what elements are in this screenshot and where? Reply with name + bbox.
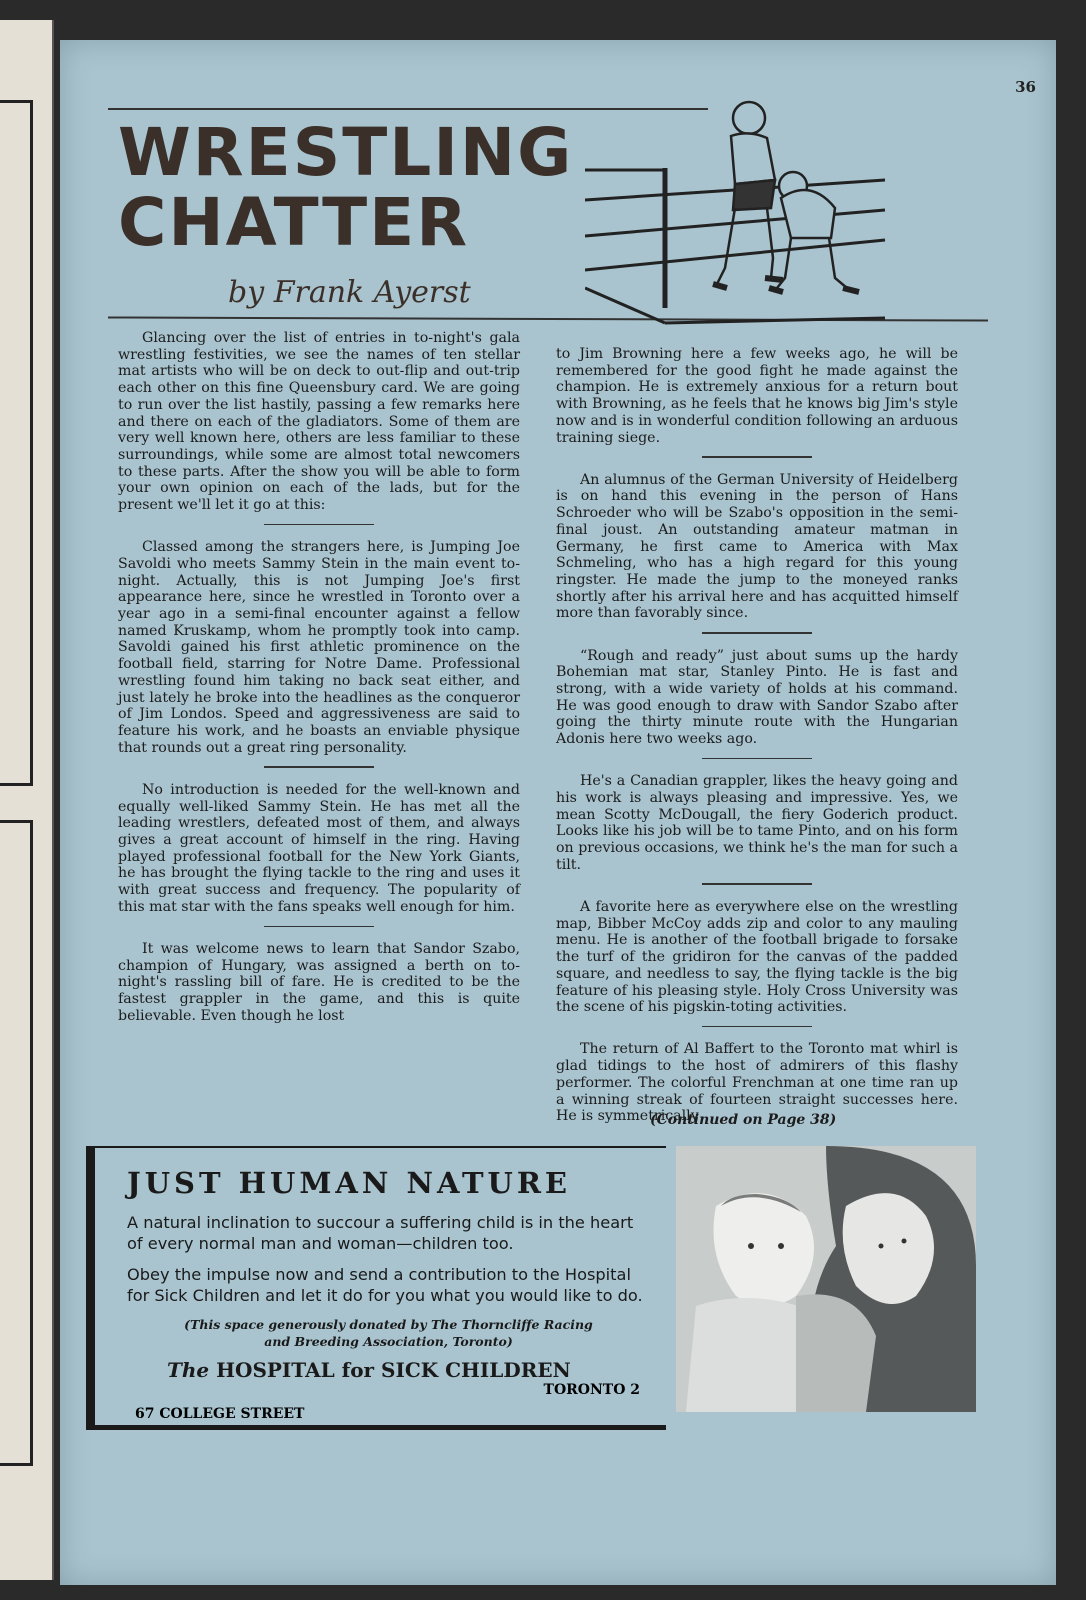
ad-text: Obey the impulse now and send a contribution to the Hospital for Sick Children and let it do for you what you would like to do. xyxy=(127,1265,643,1305)
ad-heading: JUST HUMAN NATURE xyxy=(127,1166,572,1200)
article-paragraph: Classed among the strangers here, is Jumping Joe Savoldi who meets Sammy Stein in the main event to-night. Actually, this is not Jumping Joe's first appearance here, since he wrestled in Toronto over a year ago in a semi-final encounter against a fellow named Kruskamp, whom he promptly took into camp. Savoldi gained his first athletic prominence on the football field, starring for Notre Dame. Professional wrestling found him taking no back seat either, and just lately he broke into the headlines as the conqueror of Jim Londos. Speed and aggressiveness are said to feature his work, and he boasts an enviable physique that rounds out a great ring personality. xyxy=(118,539,520,756)
hospital-city: TORONTO 2 xyxy=(543,1382,640,1398)
paragraph-divider xyxy=(264,926,374,928)
article-paragraph: to Jim Browning here a few weeks ago, he will be remembered for the good fight he made against the champion. He is extremely anxious for a return bout with Browning, as he feels that he knows big Jim's style now and is in wonderful condition following an arduous training siege. xyxy=(556,346,958,446)
ad-credit xyxy=(127,1316,650,1350)
article-paragraph: A favorite here as everywhere else on the wrestling map, Bibber McCoy adds zip and color to any mauling menu. He is another of the football brigade to forsake the turf of the gridiron for the canvas of the padded square, and needless to say, the flying tackle is the big feature of his pleasing style. Holy Cross University was the scene of his pigskin-toting activities. xyxy=(556,898,958,1016)
article-paragraph: An alumnus of the German University of Heidelberg is on hand this evening in the person of Hans Schroeder who will be Szabo's opposition in the semi-final joust. An outstanding amateur matman in Germany, he first came to America with Max Schmeling, who has a high regard for this young ringster. He made the jump to the moneyed ranks shortly after his arrival here and has acquitted himself more than favorably since. xyxy=(556,471,958,622)
ring-apron xyxy=(665,318,885,323)
hospital-name xyxy=(167,1358,650,1382)
page-number: 36 xyxy=(1015,78,1036,96)
decorative-frame xyxy=(0,100,33,786)
article-paragraph: “Rough and ready” just about sums up the hardy Bohemian mat star, Stanley Pinto. He is fast and strong, with a wide variety of holds at his command. He was good enough to draw with Sandor Szabo after going the thirty minute route with the Hungarian Adonis here two weeks ago. xyxy=(556,647,958,748)
paragraph-divider xyxy=(264,766,374,768)
hospital-title: HOSPITAL for SICK CHILDREN xyxy=(216,1358,571,1382)
hospital-the: The xyxy=(167,1358,210,1382)
continued-notice: (Continued on Page 38) xyxy=(650,1112,837,1128)
article-column-left xyxy=(118,330,520,1033)
article-paragraph: Glancing over the list of entries in to-night's gala wrestling festivities, we see the names of ten stellar mat artists who will be on deck to out-flip and out-trip each other on this fine Queensbury card. We are going to run over the list hastily, passing a few remarks here and there on each of the gladiators. Some of them are very well known here, others are less familiar to these surroundings, while some are almost total newcomers to these parts. After the show you will be able to form your own opinion on each of the lads, but for the present we'll let it go at this: xyxy=(118,330,520,514)
wrestler-figures xyxy=(713,102,859,292)
paragraph-divider xyxy=(264,524,374,526)
page-title xyxy=(118,114,574,261)
article-paragraph: He's a Canadian grappler, likes the heavy going and his work is always pleasing and impressive. Yes, we mean Scotty McDougall, the fiery Goderich product. Looks like his job will be to tame Pinto, and on his form on previous occasions, we think he's the man for such a tilt. xyxy=(556,773,958,873)
ad-credit-line: (This space generously donated by The Thorncliffe Racing xyxy=(184,1317,593,1332)
previous-page-edge xyxy=(0,20,54,1580)
ring-apron xyxy=(585,288,665,323)
ad-text: A natural inclination to succour a suffering child is in the heart of every normal man and woman—children too. xyxy=(127,1213,634,1253)
title-line-1: WRESTLING xyxy=(118,114,574,191)
mother-child-photo xyxy=(676,1146,976,1412)
paragraph-divider xyxy=(702,883,812,885)
hospital-advertisement xyxy=(86,1146,666,1430)
article-paragraph: No introduction is needed for the well-known and equally well-liked Sammy Stein. He has met all the leading wrestlers, defeated most of them, and always gives a great account of himself in the ring. Having played professional football for the New York Giants, he has brought the flying tackle to the ring and uses it with great success and frequency. The popularity of this mat star with the fans speaks well enough for him. xyxy=(118,781,520,915)
wrestling-ring-illustration xyxy=(585,88,895,338)
paragraph-divider xyxy=(702,456,812,458)
article-paragraph: It was welcome news to learn that Sandor Szabo, champion of Hungary, was assigned a berth on to-night's rassling bill of fare. He is credited to be the fastest grappler in the game, and this is quite believable. Even though he lost xyxy=(118,941,520,1024)
ad-credit-line: and Breeding Association, Toronto) xyxy=(264,1334,513,1349)
decorative-frame xyxy=(0,820,33,1466)
title-line-2: CHATTER xyxy=(118,184,470,261)
paragraph-divider xyxy=(702,1026,812,1028)
article-column-right xyxy=(556,346,958,1133)
paragraph-divider xyxy=(702,758,812,760)
hospital-address: 67 COLLEGE STREET xyxy=(135,1406,305,1422)
paragraph-divider xyxy=(702,632,812,634)
ring-rope xyxy=(585,240,885,270)
byline: by Frank Ayerst xyxy=(228,275,471,310)
article-paragraph: The return of Al Baffert to the Toronto mat whirl is glad tidings to the host of admirers of this flashy performer. The colorful Frenchman at one time ran up a winning streak of fourteen straight successes here. He is symmetrically xyxy=(556,1041,958,1125)
